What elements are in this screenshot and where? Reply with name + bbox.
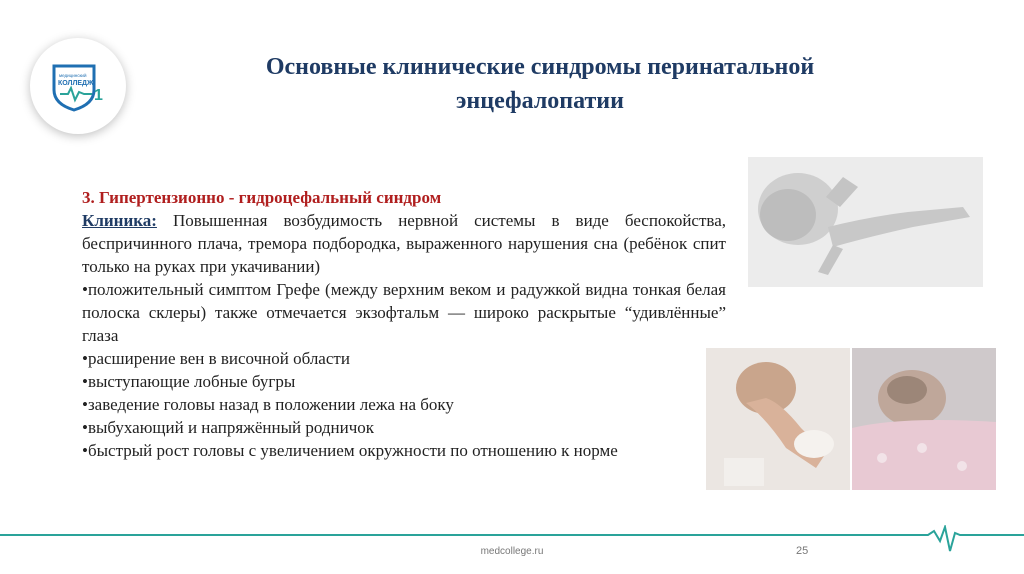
logo-text-main: КОЛЛЕДЖ xyxy=(58,80,94,87)
logo-number: 1 xyxy=(94,87,103,104)
college-logo-icon xyxy=(48,60,108,112)
bullet-item-6: •быстрый рост головы с увеличением окружности по отношению к норме xyxy=(82,441,618,460)
infant-photo-blanket xyxy=(852,348,996,490)
page-number: 25 xyxy=(796,545,809,557)
title-line-1: Основные клинические синдромы перинатальной xyxy=(265,54,815,80)
infant-photo-stretched xyxy=(748,157,983,287)
bullet-item-4: •заведение головы назад в положении лежа на боку xyxy=(82,395,454,414)
bullet-item-1: •положительный симптом Грефе (между верхним веком и радужкой видна тонкая белая полоска склеры) также отмечается экзофтальм — широко раскрытые “удивлённые” глаза xyxy=(82,280,726,345)
title-line-2: энцефалопатии xyxy=(456,88,624,114)
clinic-label: Клиника: xyxy=(82,211,157,230)
section-subtitle: 3. Гипертензионно - гидроцефальный синдром xyxy=(82,188,442,207)
infant-photo-side xyxy=(706,348,850,490)
footer-url: medcollege.ru xyxy=(480,546,544,557)
clinic-paragraph xyxy=(82,209,726,278)
bullet-item-5: •выбухающий и напряжённый родничок xyxy=(82,418,375,437)
bullet-item-3: •выступающие лобные бугры xyxy=(82,372,296,391)
college-logo xyxy=(30,38,126,134)
logo-text-small: медицинский xyxy=(59,73,87,78)
content-block xyxy=(82,186,726,462)
page-title xyxy=(180,50,900,118)
clinic-text: Повышенная возбудимость нервной системы в виде беспокойства, беспричинного плача, тремора подбородка, выраженного нарушения сна (ребёнок спит только на руках при укачивании) xyxy=(82,211,726,276)
bullet-item-2: •расширение вен в височной области xyxy=(82,349,350,368)
